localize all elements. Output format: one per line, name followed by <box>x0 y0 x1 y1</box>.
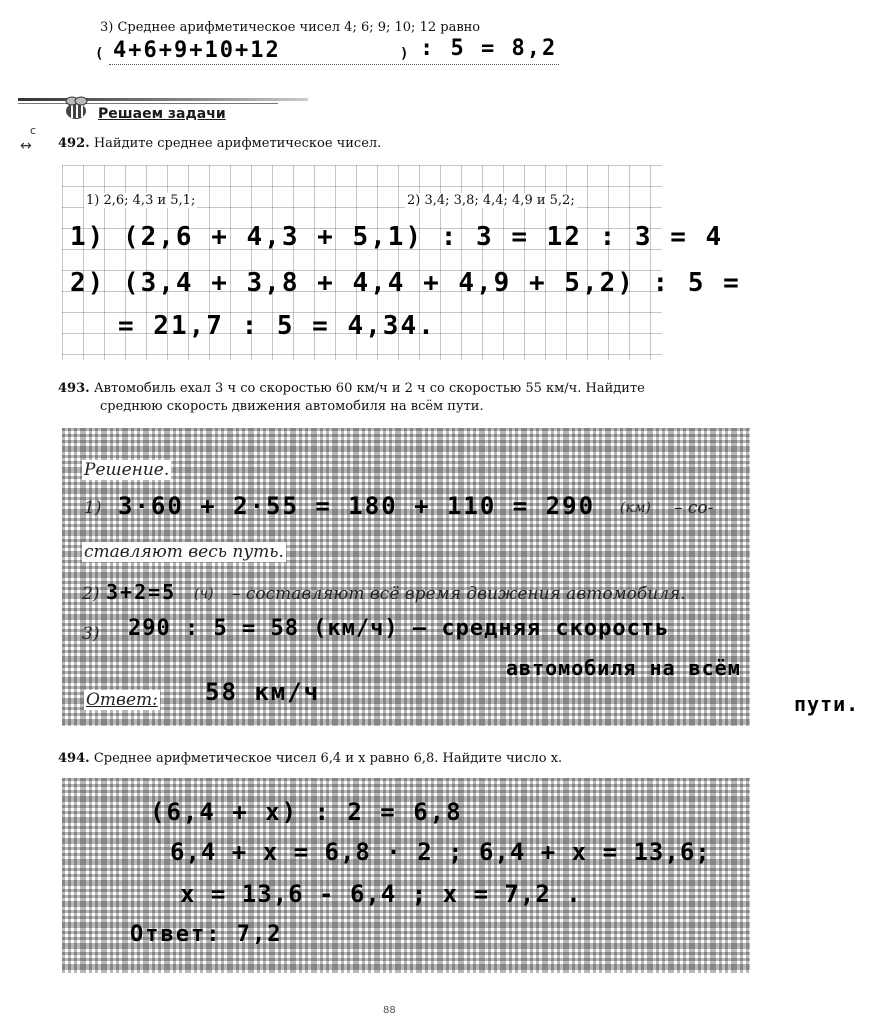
solution-494-line-1: (6,4 + x) : 2 = 6,8 <box>150 798 463 826</box>
divider-line-thin <box>18 103 278 104</box>
answer-493-value: 58 км/ч <box>205 678 321 706</box>
step-2-calculation: 3+2=5 <box>106 580 177 604</box>
step-3-continuation: автомобиля на всём <box>506 656 741 680</box>
side-mark-c: c <box>30 124 37 137</box>
problem-492-statement <box>58 136 381 151</box>
solution-492-line-3: = 21,7 : 5 = 4,34. <box>118 311 436 341</box>
step-1-unit: (км) <box>620 500 651 516</box>
problem-493-number: 493. <box>58 381 90 396</box>
problem-492-text: Найдите среднее арифметическое чисел. <box>93 136 382 151</box>
step-2-number: 2) <box>82 584 100 604</box>
step-3-number: 3) <box>82 624 100 644</box>
problem-494-text: Среднее арифметическое чисел 6,4 и x равно 6,8. Найдите число x. <box>93 751 563 766</box>
answer-close-paren: ) <box>400 46 411 62</box>
solution-492-line-1: 1) (2,6 + 4,3 + 5,1) : 3 = 12 : 3 = 4 <box>70 222 724 252</box>
answer-493-label: Ответ: <box>86 690 158 710</box>
section-title: Решаем задачи <box>98 106 226 122</box>
step-2-text: – составляют всё время движения автомобиля. <box>232 584 686 604</box>
problem-492-item-2: 2) 3,4; 3,8; 4,4; 4,9 и 5,2; <box>407 193 575 208</box>
problem-493-text-1: Автомобиль ехал 3 ч со скоростью 60 км/ч и 2 ч со скоростью 55 км/ч. Найдите <box>93 381 645 396</box>
problem-493-text-2: среднюю скорость движения автомобиля на всём пути. <box>100 399 484 414</box>
answer-result: : 5 = 8,2 <box>420 36 558 61</box>
step-3-end: пути. <box>794 692 860 716</box>
step-1-number: 1) <box>84 498 102 518</box>
answer-expression: 4+6+9+10+12 <box>113 38 281 63</box>
problem-492-item-1: 1) 2,6; 4,3 и 5,1; <box>86 193 196 208</box>
solution-493-step-2 <box>82 580 742 610</box>
double-arrow-icon: ↔ <box>20 138 32 154</box>
solution-493-step-3 <box>82 614 862 714</box>
problem-494-statement <box>58 751 562 766</box>
page-number: 88 <box>383 1005 396 1016</box>
problem-494-number: 494. <box>58 751 90 766</box>
problem-493-statement <box>58 381 645 396</box>
step-1-continuation: ставляют весь путь. <box>84 542 284 562</box>
solution-494-line-3: x = 13,6 - 6,4 ; x = 7,2 . <box>180 880 582 908</box>
solution-label: Решение. <box>84 460 170 480</box>
solution-494-answer: Ответ: 7,2 <box>130 922 283 947</box>
bee-icon <box>60 96 92 122</box>
answer-underline <box>109 64 559 65</box>
item-3-text: 3) Среднее арифметическое чисел 4; 6; 9; 10; 12 равно <box>100 20 481 35</box>
step-3-calculation: 290 : 5 = 58 (км/ч) – средняя скорость <box>128 616 670 641</box>
step-1-suffix: – со- <box>674 498 714 518</box>
problem-492-number: 492. <box>58 136 90 151</box>
solution-493-step-1 <box>84 492 744 522</box>
item-3-answer <box>95 36 565 66</box>
solution-492-line-2: 2) (3,4 + 3,8 + 4,4 + 4,9 + 5,2) : 5 = <box>70 268 741 298</box>
solution-494-line-2: 6,4 + x = 6,8 · 2 ; 6,4 + x = 13,6; <box>170 838 711 866</box>
step-1-calculation: 3·60 + 2·55 = 180 + 110 = 290 <box>118 492 596 520</box>
step-2-unit: (ч) <box>194 586 214 602</box>
answer-open-paren: ( <box>95 46 106 62</box>
